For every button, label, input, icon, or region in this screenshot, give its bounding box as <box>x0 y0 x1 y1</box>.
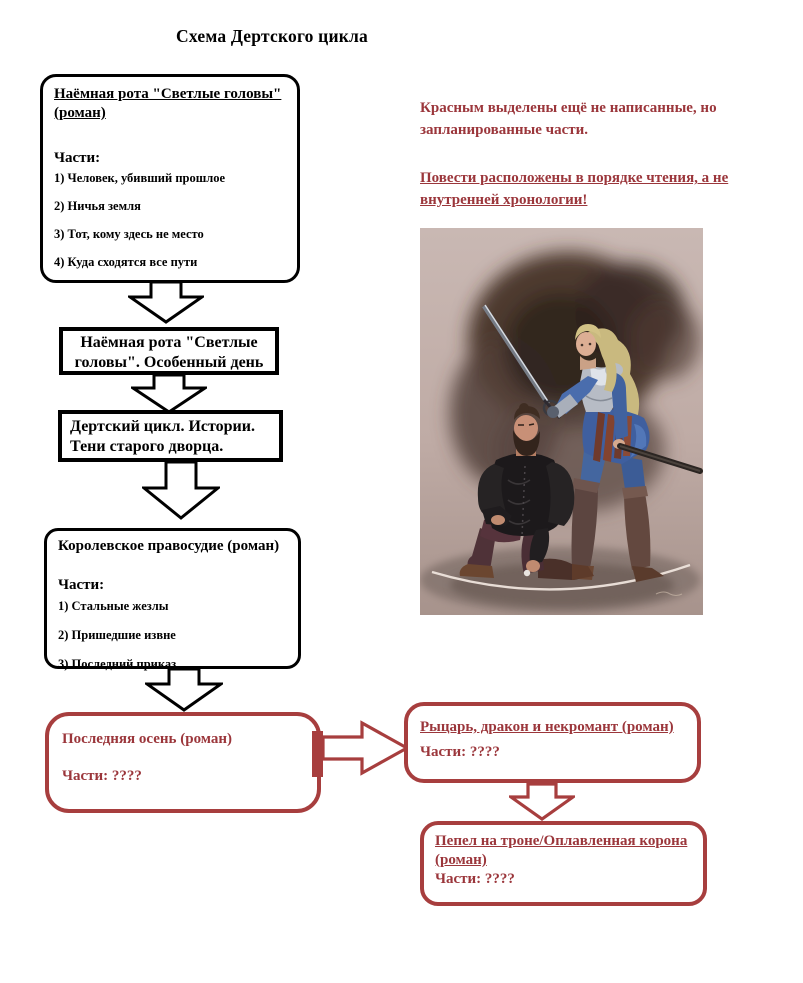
box-royal-justice <box>44 528 301 669</box>
box-company-novel-title: Наёмная рота "Светлые головы" (роман) <box>54 86 282 121</box>
box-special-day <box>59 327 279 375</box>
part-item: 1) Стальные жезлы <box>58 599 169 613</box>
box-stories-line1: Дертский цикл. Истории. <box>70 418 255 435</box>
part-item: 3) Последний приказ <box>58 657 177 671</box>
part-item: 4) Куда сходятся все пути <box>54 255 198 269</box>
box-ashes-throne-parts: Части: ???? <box>435 871 515 887</box>
box-ashes-throne <box>420 821 707 906</box>
box-last-autumn-title: Последняя осень (роман) <box>62 731 233 747</box>
flow-arrow-down-4-icon <box>145 668 223 712</box>
flow-arrow-down-red-icon <box>509 783 575 821</box>
parts-label: Части: <box>54 150 101 166</box>
cover-illustration <box>420 228 703 615</box>
part-item: 3) Тот, кому здесь не место <box>54 227 204 241</box>
part-item: 2) Пришедшие извне <box>58 628 176 642</box>
box-knight-dragon-title: Рыцарь, дракон и некромант (роман) <box>420 719 674 735</box>
box-ashes-throne-title: Пепел на троне/Оплавленная корона (роман) <box>435 833 688 868</box>
parts-label: Части: <box>58 577 105 593</box>
box-special-day-title: Наёмная рота "Светлые головы". Особенный день <box>74 334 264 371</box>
flow-arrow-down-2-icon <box>131 374 207 414</box>
box-company-novel <box>40 74 300 283</box>
flow-arrow-down-1-icon <box>128 281 204 324</box>
legend-note <box>420 97 792 211</box>
page-title: Схема Дертского цикла <box>176 26 369 46</box>
box-last-autumn-parts: Части: ???? <box>62 768 142 784</box>
flow-arrow-right-red-icon <box>312 718 410 778</box>
legend-note-planned: Красным выделены ещё не написанные, но запланированные части. <box>420 100 717 138</box>
box-last-autumn <box>45 712 321 813</box>
part-item: 1) Человек, убивший прошлое <box>54 171 226 185</box>
part-item: 2) Ничья земля <box>54 199 141 213</box>
box-stories <box>58 410 283 462</box>
box-stories-line2: Тени старого дворца. <box>70 437 224 455</box>
box-knight-dragon-parts: Части: ???? <box>420 744 500 760</box>
box-knight-dragon <box>404 702 701 783</box>
flow-arrow-down-3-icon <box>142 461 220 520</box>
legend-note-order: Повести расположены в порядке чтения, а не внутренней хронологии! <box>420 170 729 208</box>
box-royal-justice-title: Королевское правосудие (роман) <box>58 538 280 554</box>
